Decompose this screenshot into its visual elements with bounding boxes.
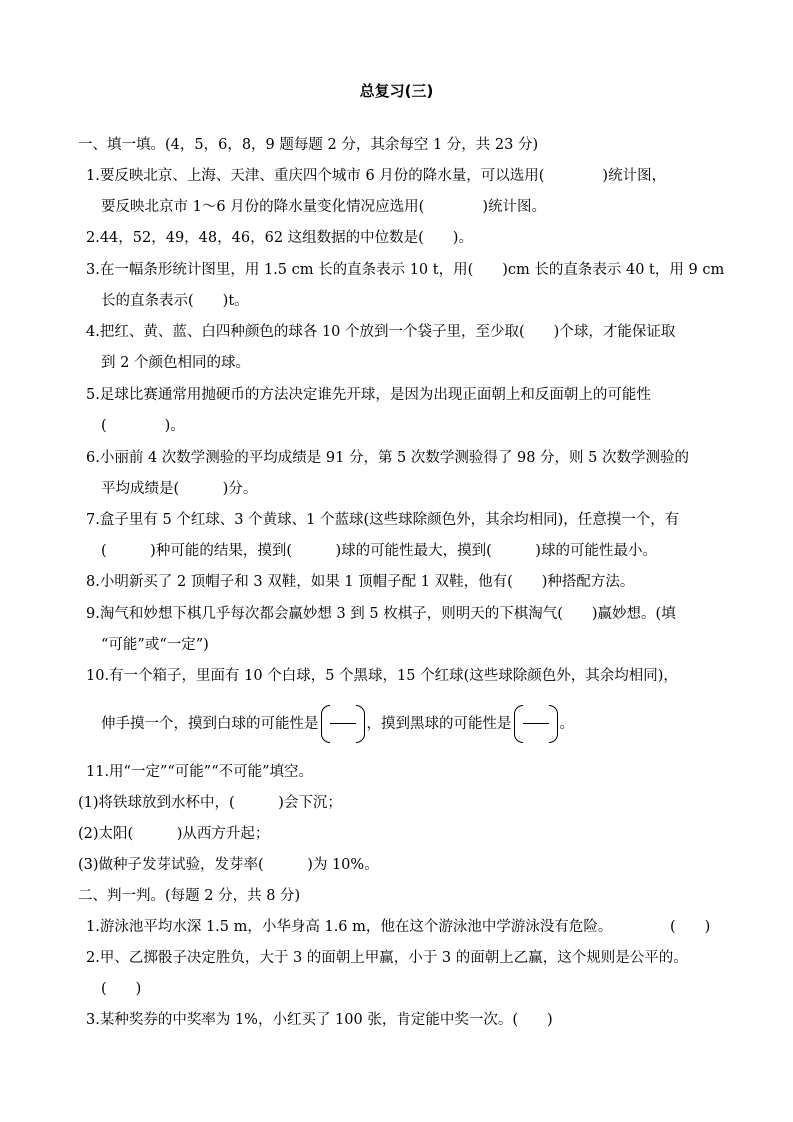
section2-heading: 二、判一判。(每题 2 分，共 8 分)	[78, 888, 301, 904]
q9-line2: “可能”或“一定”)	[101, 637, 209, 653]
q1-line1: 1.要反映北京、上海、天津、重庆四个城市 6 月份的降水量，可以选用( )统计图，	[86, 168, 667, 184]
q10-line2	[101, 704, 574, 744]
q7-line2: ( )种可能的结果，摸到( )球的可能性最大，摸到( )球的可能性最小。	[101, 543, 657, 559]
q10-text-black: ，摸到黑球的可能性是	[366, 716, 512, 732]
q1-line2: 要反映北京市 1～6 月份的降水量变化情况应选用( )统计图。	[101, 199, 546, 215]
q11-item-1: (1)将铁球放到水杯中，( )会下沉；	[78, 795, 342, 811]
judge-q2: 2.甲、乙掷骰子决定胜负，大于 3 的面朝上甲赢，小于 3 的面朝上乙赢，这个规则是公平的。	[86, 950, 688, 966]
q11-item-3: (3)做种子发芽试验，发芽率( )为 10%。	[78, 857, 379, 873]
section1-heading: 一、填一填。(4，5，6，8，9 题每题 2 分，其余每空 1 分，共 23 分)	[78, 137, 539, 153]
q4-line2: 到 2 个颜色相同的球。	[101, 355, 250, 371]
q9-line1: 9.淘气和妙想下棋几乎每次都会赢妙想 3 到 5 枚棋子，则明天的下棋淘气( )赢妙想。(填	[86, 606, 676, 622]
judge-q1-answer[interactable]: ( )	[670, 919, 711, 935]
q8-line: 8.小明新买了 2 顶帽子和 3 双鞋，如果 1 顶帽子配 1 双鞋，他有( )种搭配方法。	[86, 574, 635, 590]
q11-heading: 11.用“一定”“可能”“不可能”填空。	[86, 764, 314, 780]
q11-item-2: (2)太阳( )从西方升起；	[78, 826, 270, 842]
q4-line1: 4.把红、黄、蓝、白四种颜色的球各 10 个放到一个袋子里，至少取( )个球，才能保证取	[86, 324, 676, 340]
q5-line2: ( )。	[101, 418, 185, 434]
q6-line1: 6.小丽前 4 次数学测验的平均成绩是 91 分，第 5 次数学测验得了 98 分，则 5 次数学测验的	[86, 450, 690, 466]
q10-line1: 10.有一个箱子，里面有 10 个白球，5 个黑球，15 个红球(这些球除颜色外，其余均相同)，	[86, 668, 678, 684]
fraction-blank-black[interactable]	[514, 705, 558, 743]
q10-text-white: 伸手摸一个，摸到白球的可能性是	[101, 716, 319, 732]
page-title: 总复习(三)	[359, 82, 434, 100]
judge-q2-answer[interactable]: ( )	[101, 981, 142, 997]
q10-text-end: 。	[559, 716, 574, 732]
judge-q3: 3.某种奖券的中奖率为 1%，小红买了 100 张，肯定能中奖一次。( )	[86, 1012, 553, 1028]
judge-q1: 1.游泳池平均水深 1.5 m，小华身高 1.6 m，他在这个游泳池中学游泳没有危险。	[86, 919, 613, 935]
q6-line2: 平均成绩是( )分。	[101, 481, 258, 497]
fraction-blank-white[interactable]	[321, 705, 365, 743]
q3-line1: 3.在一幅条形统计图里，用 1.5 cm 长的直条表示 10 t，用( )cm 长的直条表示 40 t，用 9 cm	[86, 262, 725, 278]
q2-line: 2.44，52，49，48，46，62 这组数据的中位数是( )。	[86, 230, 473, 246]
q5-line1: 5.足球比赛通常用抛硬币的方法决定谁先开球，是因为出现正面朝上和反面朝上的可能性	[86, 387, 651, 403]
q3-line2: 长的直条表示( )t。	[101, 293, 249, 309]
q7-line1: 7.盒子里有 5 个红球、3 个黄球、1 个蓝球(这些球除颜色外，其余均相同)，任意摸一个，有	[86, 512, 680, 528]
